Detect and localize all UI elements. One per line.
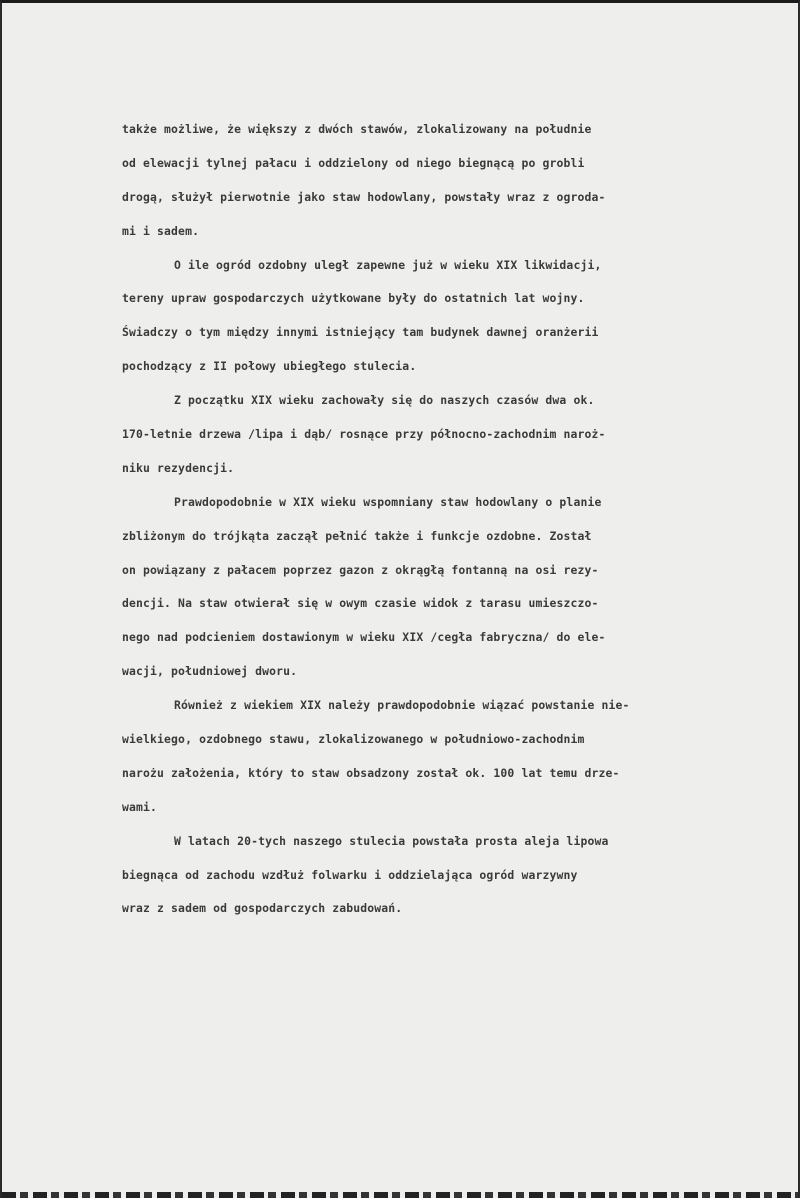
text-line: O ile ogród ozdobny uległ zapewne już w wieku XIX likwidacji, — [174, 257, 602, 272]
text-line: zbliżonym do trójkąta zaczął pełnić także i funkcje ozdobne. Został — [122, 528, 592, 543]
text-line: niku rezydencji. — [122, 460, 235, 475]
text-line: Również z wiekiem XIX należy prawdopodobnie wiązać powstanie nie- — [174, 698, 630, 713]
text-line: biegnąca od zachodu wzdłuż folwarku i oddzielająca ogród warzywny — [122, 867, 578, 882]
text-line: nego nad podcieniem dostawionym w wieku XIX /cegła fabryczna/ do ele- — [122, 630, 606, 645]
text-line: W latach 20-tych naszego stulecia powstała prosta aleja lipowa — [174, 833, 609, 848]
text-line: wacji, południowej dworu. — [122, 664, 298, 679]
text-line: tereny upraw gospodarczych użytkowane były do ostatnich lat wojny. — [122, 291, 585, 306]
text-line: od elewacji tylnej pałacu i oddzielony od niego biegnącą po grobli — [122, 155, 585, 170]
text-line: wami. — [122, 799, 158, 814]
text-line: Świadczy o tym między innymi istniejący tam budynek dawnej oranżerii — [122, 325, 599, 340]
text-line: Prawdopodobnie w XIX wieku wspomniany staw hodowlany o planie — [174, 494, 602, 509]
text-line: pochodzący z II połowy ubiegłego stulecia. — [122, 359, 417, 374]
text-line: wielkiego, ozdobnego stawu, zlokalizowanego w południowo-zachodnim — [122, 732, 585, 747]
text-line: także możliwe, że większy z dwóch stawów, zlokalizowany na południe — [122, 122, 592, 136]
text-line: 170-letnie drzewa /lipa i dąb/ rosnące przy północno-zachodnim naroż- — [122, 427, 606, 442]
text-line: drogą, służył pierwotnie jako staw hodowlany, powstały wraz z ogroda- — [122, 189, 606, 204]
body-text — [122, 113, 762, 926]
text-line: wraz z sadem od gospodarczych zabudowań. — [122, 901, 403, 916]
scan-bottom-edge — [2, 1192, 800, 1198]
text-line: mi i sadem. — [122, 223, 200, 238]
text-line: narożu założenia, który to staw obsadzony został ok. 100 lat temu drze- — [122, 765, 620, 780]
text-line: dencji. Na staw otwierał się w owym czasie widok z tarasu umieszczo- — [122, 596, 599, 611]
text-line: Z początku XIX wieku zachowały się do naszych czasów dwa ok. — [174, 393, 595, 408]
text-line: on powiązany z pałacem poprzez gazon z okrągłą fontanną na osi rezy- — [122, 562, 599, 577]
